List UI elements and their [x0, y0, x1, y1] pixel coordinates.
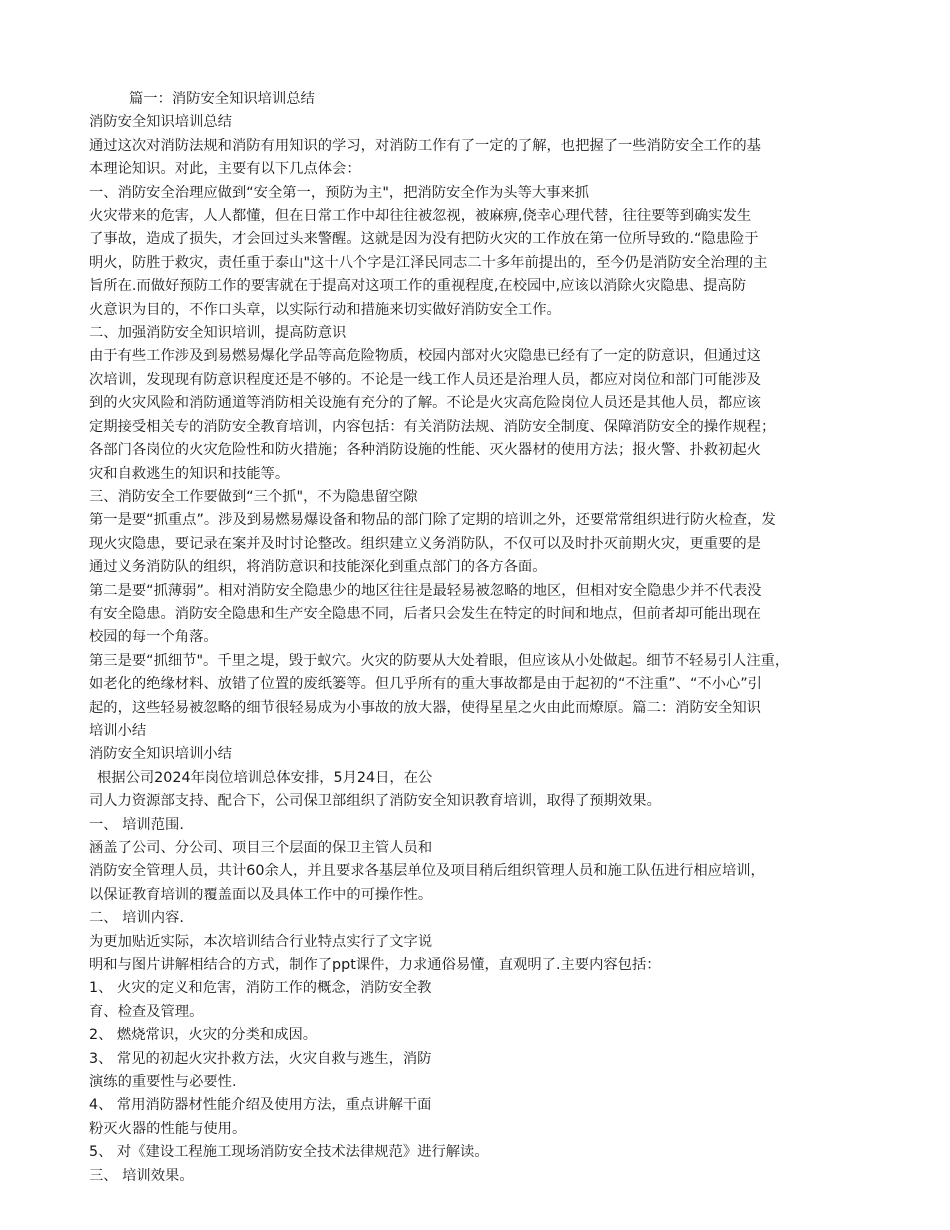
text-line: 演练的重要性与必要性.	[89, 1074, 237, 1091]
text-line: 由于有些工作涉及到易燃易爆化学品等高危险物质，校园内部对火灾隐患已经有了一定的防意识，但通过这	[89, 348, 761, 365]
text-line: 明和与图片讲解相结合的方式，制作了ppt课件，力求通俗易懂，直观明了.主要内容包括：	[89, 957, 661, 974]
heading: 一、 培训范围.	[89, 816, 184, 833]
text-line: 次培训，发现现有防意识程度还是不够的。不论是一线工作人员还是治理人员，都应对岗位和部门可能涉及	[89, 371, 761, 388]
text-line: 消防安全管理人员，共计60余人，并且要求各基层单位及项目稍后组织管理人员和施工队伍进行相应培训，	[89, 863, 765, 880]
text-line: 如老化的绝缘材料、放错了位置的废纸篓等。但几乎所有的重大事故都是由于起初的“不注重”、“不小心”引	[89, 676, 762, 693]
heading: 三、消防安全工作要做到“三个抓"，不为隐患留空隙	[89, 488, 418, 505]
heading: 二、 培训内容.	[89, 910, 184, 927]
list-item: 2、 燃烧常识，火灾的分类和成因。	[89, 1027, 318, 1044]
list-item: 1、 火灾的定义和危害，消防工作的概念，消防安全教	[89, 980, 432, 997]
list-item: 4、 常用消防器材性能介绍及使用方法，重点讲解干面	[89, 1097, 432, 1114]
list-item: 3、 常见的初起火灾扑救方法，火灾自救与逃生，消防	[89, 1050, 432, 1067]
text-line: 为更加贴近实际，本次培训结合行业特点实行了文字说	[89, 933, 433, 950]
text-line: 第三是要“抓细节"。千里之堤，毁于蚁穴。火灾的防要从大处着眼，但应该从小处做起。细节不轻易引人注重，	[89, 652, 790, 669]
text-line: 以保证教育培训的覆盖面以及具体工作中的可操作性。	[89, 886, 433, 903]
text-line: 火灾带来的危害，人人都懂，但在日常工作中却往往被忽视，被麻痹,侥幸心理代替，往往要等到确实发生	[89, 208, 752, 225]
text-line: 各部门各岗位的火灾危险性和防火措施；各种消防设施的性能、灭火器材的使用方法；报火警、扑救初起火	[89, 442, 761, 459]
text-line: 育、检查及管理。	[89, 1003, 204, 1020]
text-line: 校园的每一个角落。	[89, 629, 218, 646]
heading: 三、 培训效果。	[89, 1167, 194, 1184]
heading: 一、消防安全治理应做到“安全第一，预防为主"，把消防安全作为头等大事来抓	[89, 184, 590, 201]
text-line: 旨所在.而做好预防工作的要害就在于提高对这项工作的重视程度,在校园中,应该以消除火灾隐患、提高防	[89, 278, 746, 295]
text-line: 了事故，造成了损失，才会回过头来警醒。这就是因为没有把防火灾的工作放在第一位所导致的.“隐患险于	[89, 231, 759, 248]
text-line: 本理论知识。对此，主要有以下几点体会：	[89, 161, 361, 178]
text-line: 火意识为目的，不作口头章，以实际行动和措施来切实做好消防安全工作。	[89, 301, 561, 318]
text-line: 有安全隐患。消防安全隐患和生产安全隐患不同，后者只会发生在特定的时间和地点，但前者却可能出现在	[89, 605, 761, 622]
text-line: 明火，防胜于救灾，责任重于泰山"这十八个字是江泽民同志二十多年前提出的，至今仍是消防安全治理的主	[89, 254, 768, 271]
text-line: 粉灭火器的性能与使用。	[89, 1120, 247, 1137]
list-item: 5、 对《建设工程施工现场消防安全技术法律规范》进行解读。	[89, 1144, 489, 1161]
text-line: 定期接受相关专的消防安全教育培训，内容包括：有关消防法规、消防安全制度、保障消防安全的操作规程；	[89, 418, 776, 435]
text-line: 通过这次对消防法规和消防有用知识的学习，对消防工作有了一定的了解，也把握了一些消防安全工作的基	[89, 137, 761, 154]
section-title: 篇一：消防安全知识培训总结	[129, 91, 315, 107]
text-line: 涵盖了公司、分公司、项目三个层面的保卫主管人员和	[89, 840, 433, 856]
text-line: 到的火灾风险和消防通道等消防相关设施有充分的了解。不论是火灾高危险岗位人员还是其他人员，都应该	[89, 395, 761, 412]
text-line: 根据公司2024年岗位培训总体安排，5月24日，在公	[97, 769, 433, 786]
text-line: 通过义务消防队的组织，将消防意识和技能深化到重点部门的各方各面。	[89, 559, 547, 576]
heading: 消防安全知识培训小结	[89, 746, 232, 763]
text-line: 培训小结	[89, 722, 147, 739]
text-line: 起的，这些轻易被忽略的细节很轻易成为小事故的放大器，使得星星之火由此而燎原。篇二：消防安全知识	[89, 699, 761, 716]
text-line: 第二是要“抓薄弱”。相对消防安全隐患少的地区往往是最轻易被忽略的地区，但相对安全隐患少并不代表没	[89, 582, 762, 599]
text-line: 第一是要“抓重点”。涉及到易燃易爆设备和物品的部门除了定期的培训之外，还要常常组织进行防火检查，发	[89, 512, 776, 529]
text-line: 灾和自救逃生的知识和技能等。	[89, 465, 290, 482]
heading: 二、加强消防安全知识培训，提高防意识	[89, 325, 347, 342]
heading: 消防安全知识培训总结	[89, 114, 232, 131]
text-line: 现火灾隐患，要记录在案并及时讨论整改。组织建立义务消防队，不仅可以及时扑灭前期火灾，更重要的是	[89, 535, 761, 552]
text-line: 司人力资源部支持、配合下，公司保卫部组织了消防安全知识教育培训，取得了预期效果。	[89, 793, 661, 810]
